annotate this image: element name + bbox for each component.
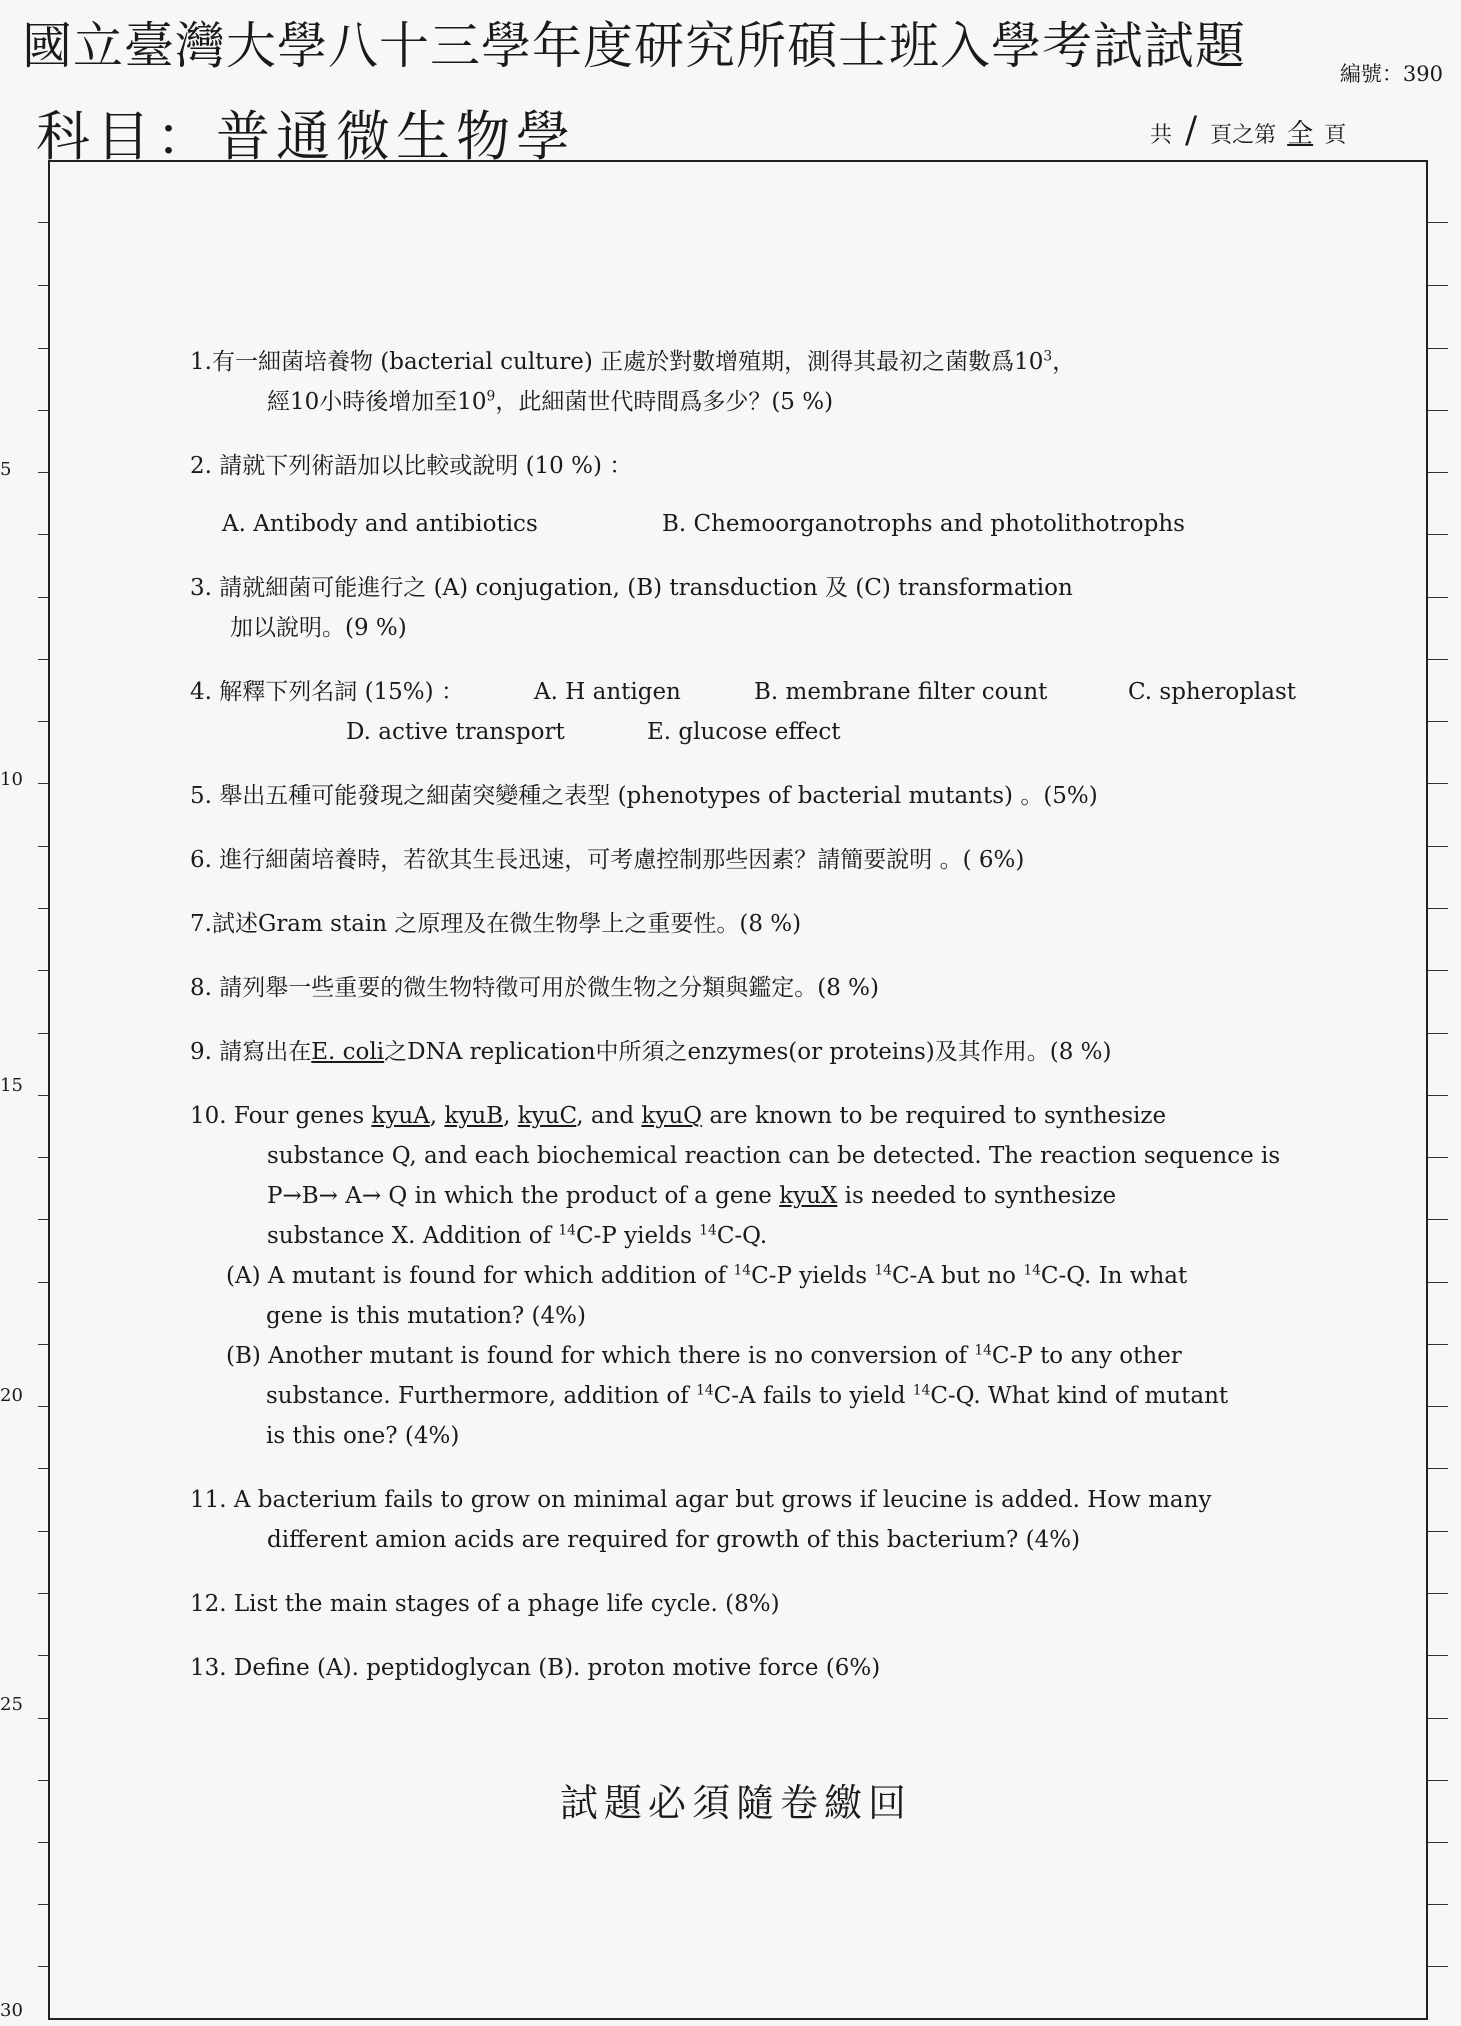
line-number: 5 [0,459,12,480]
question-4: 4. 解釋下列名詞 (15%) ： A. H antigen B. membrane filter count C. spheroplast D. active transport E. glucose effect [190,679,1297,745]
line-number: 25 [0,1694,23,1715]
page-prefix: 共 [1150,123,1173,148]
question-13: 13. Define (A). peptidoglycan (B). proton motive force (6%) [190,1655,881,1681]
question-10: 10. Four genes kyuA, kyuB, kyuC, and kyuQ are known to be required to synthesize substance Q, and each biochemical reaction can be detected. The reaction sequence is P→B→ A→ Q in which the product of a gene kyuX is needed to synthesize substance X. Addition of $^{14}$C-P yields $^{14}$C-Q. (A) A mutant is found for which addition of $^{14}$C-P yields $^{14}$C-A but no $^{14}$C-Q. In what gene is this mutation? (4%) (B) Another mutant is found for which there is no conversion of $^{14}$C-P to any other substance. Furthermore, addition of $^{14}$C-A fails to yield $^{14}$C-Q. What kind of mutant is this one? (4%) [190,1103,1281,1449]
question-5: 5. 舉出五種可能發現之細菌突變種之表型 (phenotypes of bacterial mutants) 。(5%) [190,783,1098,809]
question-8: 8. 請列舉一些重要的微生物特徵可用於微生物之分類與鑑定。(8 %) [190,975,880,1001]
question-7: 7.試述Gram stain 之原理及在微生物學上之重要性。(8 %) [190,911,802,937]
return-notice: 試題必須隨卷繳回 [560,1781,913,1825]
page-total: / [1185,110,1198,151]
line-number: 30 [0,2000,23,2021]
question-3: 3. 請就細菌可能進行之 (A) conjugation, (B) transduction 及 (C) transformation 加以說明。(9 %) [190,575,1073,641]
exam-code: 編號：390 [1339,62,1443,86]
question-2: 2. 請就下列術語加以比較或說明 (10 %) ： A. Antibody and antibiotics B. Chemoorganotrophs and photolithotrophs [190,453,1185,537]
exam-title: 國立臺灣大學八十三學年度研究所碩士班入學考試試題 [22,17,1246,75]
page-current: 全 [1287,119,1314,149]
line-number: 10 [0,769,23,790]
question-1: 1.有一細菌培養物 (bacterial culture) 正處於對數增殖期，測得其最初之菌數爲$10^3$， 經10小時後增加至$10^9$，此細菌世代時間爲多少？(5 %) [190,348,1076,415]
page-mid: 頁之第 [1210,123,1277,148]
exam-subject: 科目：普通微生物學 [36,105,576,168]
question-12: 12. List the main stages of a phage life cycle. (8%) [190,1591,780,1617]
question-list [190,342,1320,1712]
page-count [1150,110,1346,151]
line-number: 20 [0,1385,23,1406]
line-number: 15 [0,1075,23,1096]
page-suffix: 頁 [1324,123,1347,148]
question-11: 11. A bacterium fails to grow on minimal agar but grows if leucine is added. How many different amion acids are required for growth of this bacterium? (4%) [190,1487,1212,1553]
question-9: 9. 請寫出在E. coli之DNA replication中所須之enzymes(or proteins)及其作用。(8 %) [190,1039,1112,1065]
question-6: 6. 進行細菌培養時，若欲其生長迅速，可考慮控制那些因素？請簡要說明 。( 6%) [190,847,1025,873]
